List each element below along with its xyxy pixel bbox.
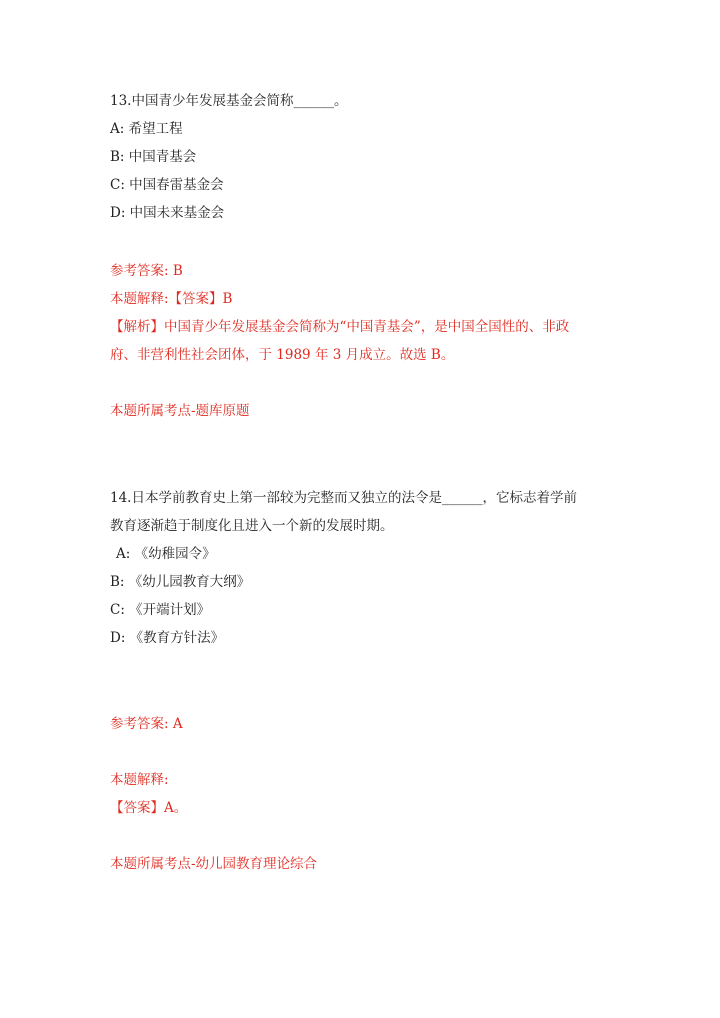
q13-option-a: A: 希望工程: [110, 121, 183, 137]
question-13-text: 13.中国青少年发展基金会简称______。: [110, 93, 348, 109]
q14-option-a: A: 《幼稚园令》: [116, 546, 216, 562]
q14-option-d: D: 《教育方针法》: [110, 630, 225, 646]
q14-option-c: C: 《开端计划》: [110, 602, 211, 618]
question-14-line-1: 14.日本学前教育史上第一部较为完整而又独立的法令是______，它标志着学前: [110, 490, 577, 506]
q13-explanation-label: 本题解释:【答案】B: [110, 291, 233, 307]
q13-answer: 参考答案: B: [110, 263, 183, 279]
q13-option-d: D: 中国未来基金会: [110, 205, 225, 221]
q13-topic: 本题所属考点-题库原题: [110, 403, 250, 419]
q13-analysis-line-1: 【解析】中国青少年发展基金会简称为“中国青基会”，是中国全国性的、非政: [110, 319, 570, 335]
q14-explanation-label: 本题解释:: [110, 772, 169, 788]
q14-explanation-answer: 【答案】A。: [110, 800, 188, 816]
q13-option-b: B: 中国青基会: [110, 149, 197, 165]
q13-option-c: C: 中国春雷基金会: [110, 177, 224, 193]
q14-option-b: B: 《幼儿园教育大纲》: [110, 574, 251, 590]
question-14-line-2: 教育逐渐趋于制度化且进入一个新的发展时期。: [110, 518, 394, 534]
q13-analysis-line-2: 府、非营利性社会团体，于 1989 年 3 月成立。故选 B。: [110, 347, 455, 363]
q14-answer: 参考答案: A: [110, 716, 183, 732]
q14-topic: 本题所属考点-幼儿园教育理论综合: [110, 856, 318, 872]
